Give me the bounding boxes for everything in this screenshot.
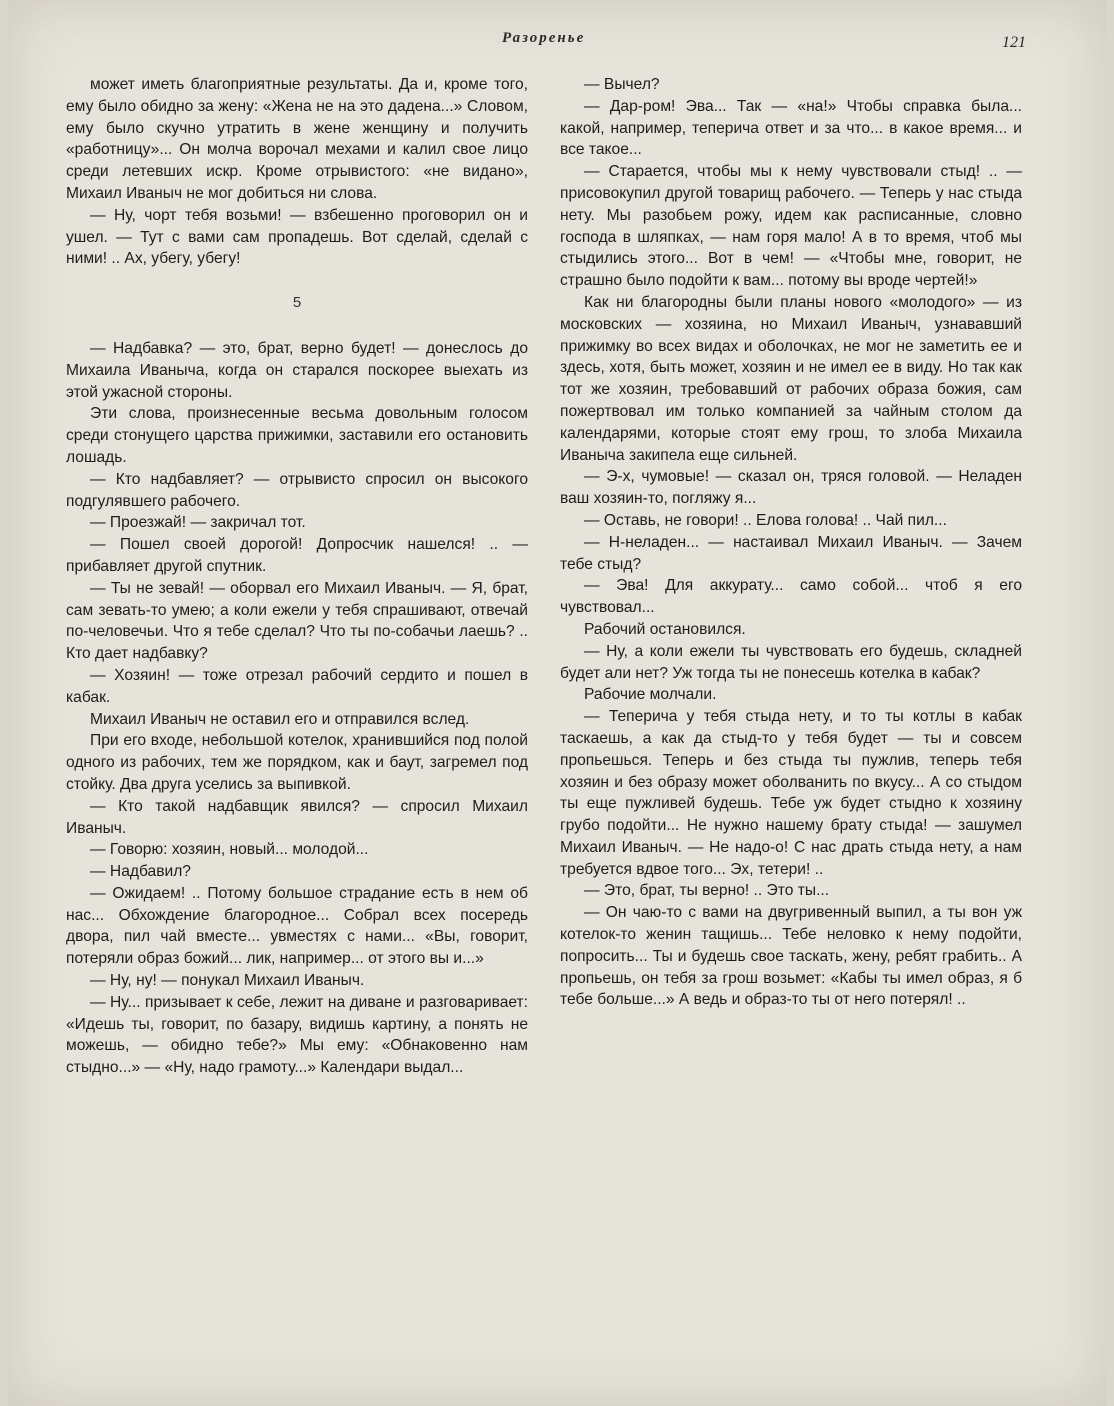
paragraph: — Кто надбавляет? — отрывисто спросил он высокого подгулявшего рабочего.: [66, 470, 528, 510]
paragraph: — Ну, чорт тебя возьми! — взбешенно проговорил он и ушел. — Тут с вами сам пропадешь. Вот сделай, сделай с ними! .. Ах, убегу, убегу!: [66, 206, 528, 268]
left-text-after-section: [66, 338, 528, 1079]
paragraph: — Теперича у тебя стыда нету, и то ты котлы в кабак таскаешь, а как да стыд-то у тебя будет — ты и совсем пропьешься. Теперь и без стыда ты пужлив, теперь тебя хозяин и без образу может оболванить по вкусу... А со стыдом ты еще пужливей будешь. Тебе уж будет стыдно к хозяину грубо подойти... Не нужно нашему брату стыда! — зашумел Михаил Иваныч. — Не надо-о! С нас драть стыда нету, а нам требуется вдвое того... Эх, тетери! ..: [560, 708, 1022, 878]
section-number: 5: [292, 294, 302, 312]
paragraph: — Кто такой надбавщик явился? — спросил Михаил Иваныч.: [66, 797, 528, 837]
paragraph: — Э-х, чумовые! — сказал он, тряся головой. — Неладен ваш хозяин-то, погляжу я...: [560, 468, 1022, 508]
paragraph: — Ну... призывает к себе, лежит на диване и разговаривает: «Идешь ты, говорит, по базару, видишь картину, а понять не можешь, — обидно тебе?» Мы ему: «Обнаковенно нам стыдно...» — «Ну, надо грамоту...» Календари выдал...: [66, 993, 528, 1077]
paragraph: Как ни благородны были планы нового «молодого» — из московских — хозяина, но Михаил Иваныч, узнававший прижимку во всех видах и оболочках, не мог не заметить ее и здесь, хотя, быть может, хозяин и не имел ее в виду. Но так как тот же хозяин, требовавший от рабочих образа божия, сам пожертвовал им только компанией за чайным столом да календарями, которые стоят ему грош, то злоба Михаила Иваныча закипела еще сильней.: [560, 293, 1022, 464]
paragraph: — Пошел своей дорогой! Допросчик нашелся! .. — прибавляет другой спутник.: [66, 536, 528, 575]
paragraph: Рабочий остановился.: [584, 620, 746, 638]
running-header-title: Разоренье: [502, 30, 586, 46]
paragraph: — Вычел?: [584, 76, 660, 93]
paragraph: При его входе, небольшой котелок, хранившийся под полой одного из рабочих, тем же порядком, как и баут, загремел под стойку. Два друга уселись за выпивкой.: [66, 732, 528, 793]
paragraph: — Ну, ну! — понукал Михаил Иваныч.: [90, 972, 365, 990]
paragraph: Михаил Иваныч не оставил его и отправился вслед.: [90, 710, 470, 728]
paragraph: — Хозяин! — тоже отрезал рабочий сердито и пошел в кабак.: [66, 666, 528, 706]
paragraph: Эти слова, произнесенные весьма довольным голосом среди стонущего царства прижимки, заставили его остановить лошадь.: [66, 405, 528, 466]
paragraph: — Надбавил?: [90, 863, 191, 881]
paragraph: — Ты не зевай! — оборвал его Михаил Иваныч. — Я, брат, сам зевать-то умею; а коли ежели у тебя спрашивают, отвечай по-человечьи. Что я тебе сделал? Что ты по-собачьи лаешь? .. Кто дает надбавку?: [66, 579, 528, 663]
paragraph: может иметь благоприятные результаты. Да и, кроме того, ему было обидно за жену: «Жена не на это дадена...» Словом, ему было скучно утратить в жене женщину и получить «работницу»... Он молча ворочал мехами и калил свое лицо среди летевших искр. Кроме отрывистого: «не видано», Михаил Иваныч не мог добиться ни слова.: [66, 76, 528, 202]
paragraph: — Эва! Для аккурату... само собой... чтоб я его чувствовал...: [560, 577, 1022, 617]
paragraph: — Он чаю-то с вами на двугривенный выпил, а ты вон уж котелок-то женин тащишь... Тебе неловко к нему подойти, попросить... Ты и будешь свое таскать, жену, ребят грабить.. А пропьешь, он тебя за грош возьмет: «Кабы ты имел образ, я б тебе больше...» А ведь и образ-то ты от него потерял! ..: [560, 904, 1022, 1009]
paragraph: — Ну, а коли ежели ты чувствовать его будешь, складней будет али нет? Уж тогда ты не понесешь котелка в кабак?: [560, 642, 1022, 682]
paragraph: — Оставь, не говори! .. Елова голова! .. Чай пил...: [584, 511, 947, 529]
page-number: 121: [1002, 34, 1026, 51]
paragraph: — Надбавка? — это, брат, верно будет! — донеслось до Михаила Иваныча, когда он старался поскорее выехать из этой ужасной стороны.: [66, 339, 528, 401]
paragraph: — Старается, чтобы мы к нему чувствовали стыд! .. — присовокупил другой товарищ рабочего. — Теперь у нас стыда нету. Мы разобьем рожу, идем как расписанные, словно господа в шляпках, — нам горя мало! А в то время, чтоб мы стыдились этого... Вот в чем! — «Чтобы мне, говорит, не страшно было подойти к вам... потому вы вроде чертей!»: [560, 163, 1022, 290]
paragraph: — Проезжай! — закричал тот.: [90, 514, 306, 532]
left-text-before-section: [66, 74, 528, 270]
left-column: [66, 74, 528, 1079]
right-text: [560, 74, 1022, 1011]
paragraph: — Ожидаем! .. Потому большое страдание есть в нем об нас... Обхождение благородное... Собрал всех посередь двора, пил чай вместе... увместях с нами... «Вы, говорит, потеряли образ божий... лик, например... от этого вы и...»: [66, 884, 528, 968]
paragraph: — Это, брат, ты верно! .. Это ты...: [584, 882, 830, 900]
book-page: [8, 0, 1106, 1406]
paragraph: — Н-неладен... — настаивал Михаил Иваныч. — Зачем тебе стыд?: [560, 533, 1022, 573]
paragraph: — Дар-ром! Эва... Так — «на!» Чтобы справка была... какой, например, теперича ответ и за что... в какое время... и все такое...: [560, 97, 1022, 159]
right-column: [560, 74, 1022, 1011]
paragraph: — Говорю: хозяин, новый... молодой...: [90, 841, 369, 859]
paragraph: Рабочие молчали.: [584, 686, 717, 704]
